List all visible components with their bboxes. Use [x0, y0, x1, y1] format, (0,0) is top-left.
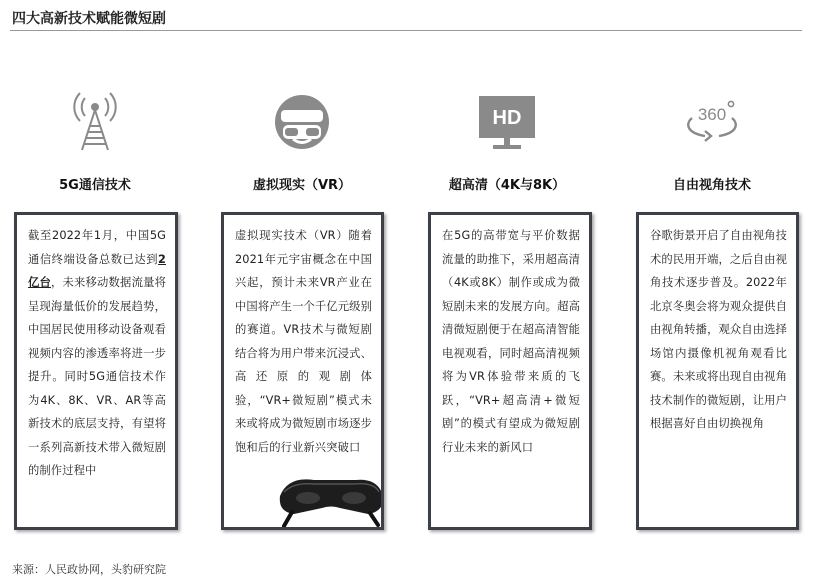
svg-text:HD: HD	[492, 107, 522, 129]
highlight-value: 2亿台	[28, 252, 166, 289]
page-title: 四大高新技术赋能微短剧	[12, 11, 166, 27]
hd-monitor-icon	[479, 96, 535, 150]
card-text: 谷歌街景开启了自由视角技术的民用开端，之后自由视角技术逐步普及。2022年北京冬奥会将为观众提供自由视角转播，观众自由选择场馆内摄像机视角观看比赛。未来或将出现自由视角技术制作的微短剧，让用户根据喜好自由切换视角	[650, 229, 787, 430]
title-divider	[10, 30, 802, 31]
card-text: 截至2022年1月，中国5G通信终端设备总数已达到	[28, 229, 166, 266]
column-title-uhd: 超高清（4K与8K）	[448, 178, 566, 193]
card-text: 在5G的高带宽与平价数据流量的助推下，采用超高清（4K或8K）制作或成为微短剧未来的发展方向。超高清微短剧便于在超高清智能电视观看，同时超高清视频将为VR体验带来质的飞跃，“VR+超高清+微短剧”的模式有望成为微短剧行业未来的新风口	[442, 229, 580, 454]
column-title-5g: 5G通信技术	[59, 178, 131, 193]
column-title-vr: 虚拟现实（VR）	[252, 178, 352, 193]
source-note: 来源：人民政协网，头豹研究院	[12, 563, 166, 576]
card-5g	[14, 212, 178, 530]
card-text: ，未来移动数据流量将呈现海量低价的发展趋势，中国居民使用移动设备观看视频内容的渗透率将进一步提升。同时5G通信技术作为4K、8K、VR、AR等高新技术的底层支持，有望将一系列高新技术带入微短剧的制作过程中	[28, 276, 166, 477]
column-title-free-view: 自由视角技术	[672, 178, 751, 193]
360-view-icon	[683, 96, 741, 144]
svg-text:360: 360	[697, 105, 727, 124]
card-free-view	[636, 212, 799, 530]
card-text: 虚拟现实技术（VR）随着2021年元宇宙概念在中国兴起，预计未来VR产业在中国将产生一个千亿元级别的赛道。VR技术与微短剧结合将为用户带来沉浸式、高还原的观剧体验，“VR+微短剧”模式未来或将成为微短剧市场逐步饱和后的行业新兴突破口	[235, 229, 372, 454]
card-vr	[221, 212, 384, 530]
signal-tower-icon	[68, 88, 122, 152]
vr-glasses-image	[274, 470, 384, 528]
card-uhd	[428, 212, 592, 530]
vr-headset-icon	[271, 93, 333, 151]
